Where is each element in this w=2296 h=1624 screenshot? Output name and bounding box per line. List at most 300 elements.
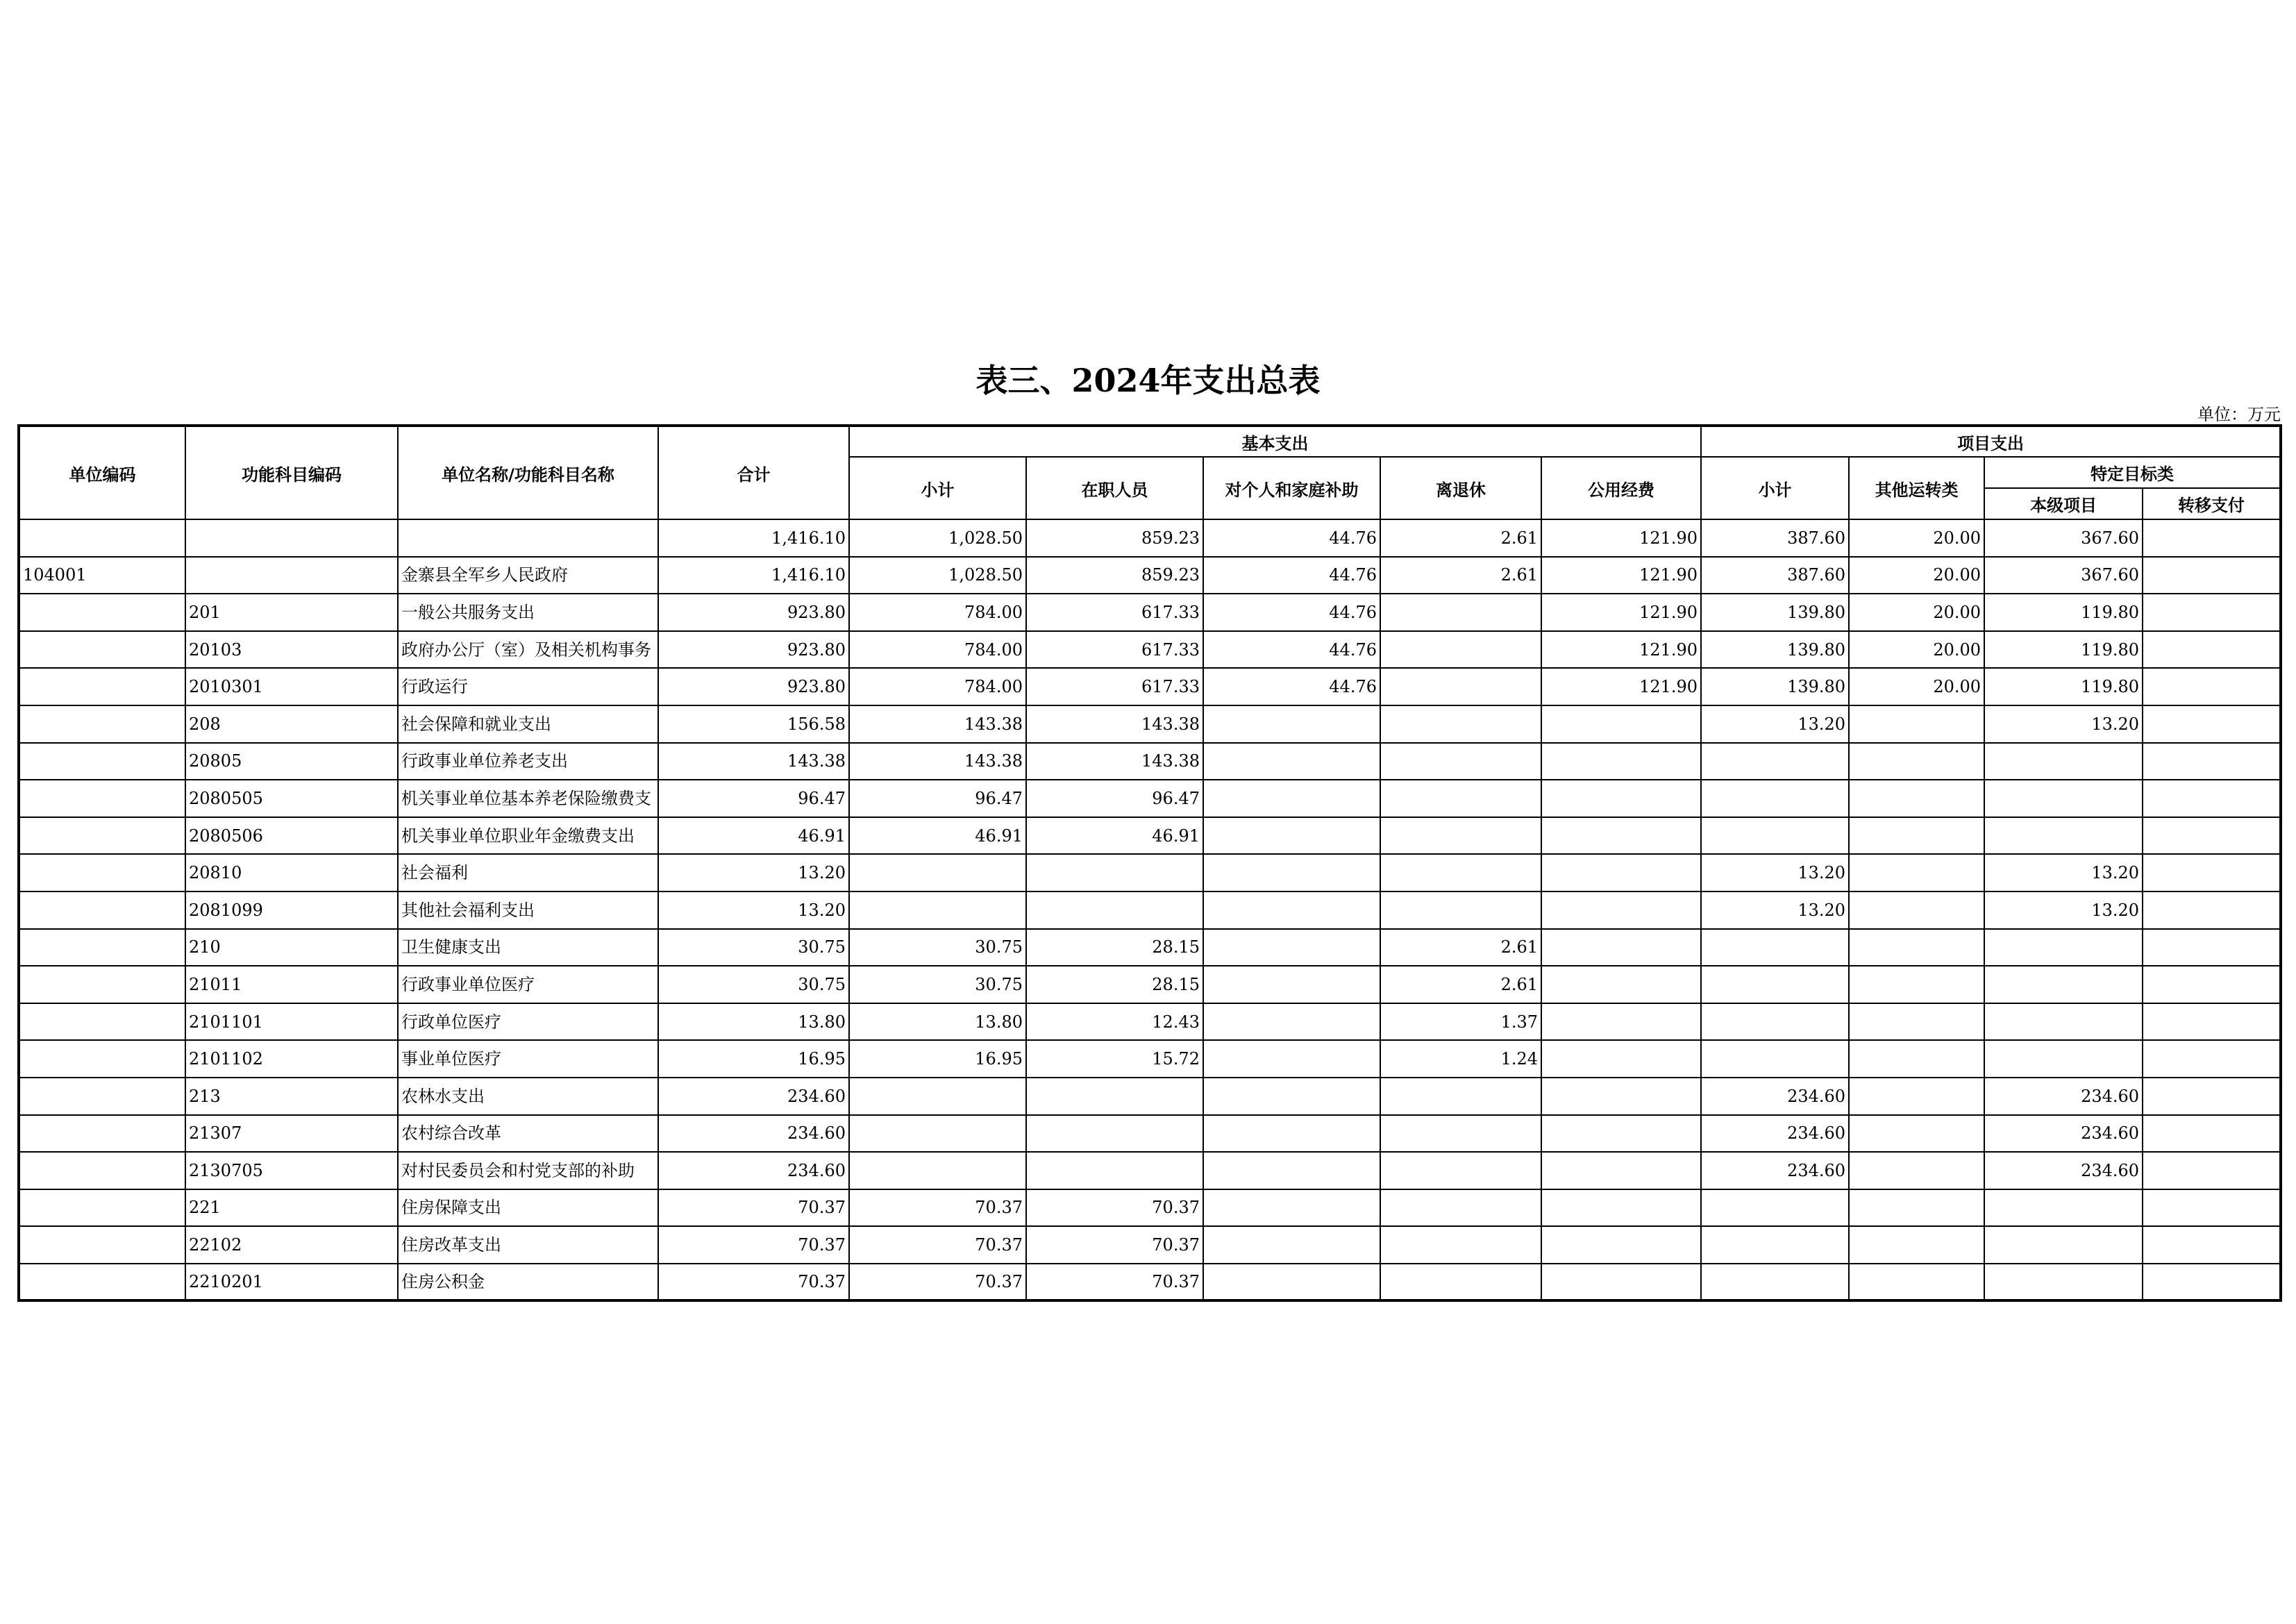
cell-personal-subsidy — [1203, 1078, 1380, 1115]
cell-retired — [1380, 668, 1541, 705]
cell-unit-code — [19, 743, 185, 780]
cell-total: 156.58 — [658, 705, 849, 743]
table-row — [19, 1115, 2281, 1153]
cell-transfer-payment — [2143, 557, 2281, 594]
cell-personal-subsidy — [1203, 1115, 1380, 1153]
cell-public-funds — [1541, 780, 1701, 817]
cell-public-funds — [1541, 1115, 1701, 1153]
cell-staff: 143.38 — [1026, 743, 1203, 780]
cell-total: 1,416.10 — [658, 557, 849, 594]
cell-project-subtotal — [1701, 780, 1849, 817]
cell-basic-subtotal: 784.00 — [849, 631, 1026, 669]
cell-public-funds — [1541, 929, 1701, 966]
cell-retired — [1380, 594, 1541, 631]
cell-transfer-payment — [2143, 1003, 2281, 1041]
cell-name: 卫生健康支出 — [398, 929, 658, 966]
cell-basic-subtotal: 143.38 — [849, 743, 1026, 780]
cell-local-project: 13.20 — [1984, 891, 2143, 929]
cell-basic-subtotal: 30.75 — [849, 966, 1026, 1003]
cell-name: 住房公积金 — [398, 1264, 658, 1301]
cell-transfer-payment — [2143, 929, 2281, 966]
cell-retired: 2.61 — [1380, 557, 1541, 594]
cell-other-operating — [1849, 854, 1984, 891]
table-row — [19, 929, 2281, 966]
cell-local-project: 13.20 — [1984, 854, 2143, 891]
cell-personal-subsidy: 44.76 — [1203, 668, 1380, 705]
cell-local-project: 119.80 — [1984, 631, 2143, 669]
table-header — [19, 426, 2281, 519]
cell-staff — [1026, 1078, 1203, 1115]
table-row — [19, 780, 2281, 817]
cell-personal-subsidy: 44.76 — [1203, 594, 1380, 631]
cell-retired: 1.24 — [1380, 1040, 1541, 1078]
cell-transfer-payment — [2143, 1115, 2281, 1153]
cell-retired: 1.37 — [1380, 1003, 1541, 1041]
table-row — [19, 1040, 2281, 1078]
header-public-funds: 公用经费 — [1541, 457, 1701, 519]
cell-basic-subtotal: 143.38 — [849, 705, 1026, 743]
cell-name: 行政运行 — [398, 668, 658, 705]
cell-transfer-payment — [2143, 705, 2281, 743]
cell-unit-code — [19, 594, 185, 631]
cell-unit-code — [19, 1003, 185, 1041]
cell-public-funds — [1541, 1078, 1701, 1115]
table-row — [19, 631, 2281, 669]
header-transfer-payment: 转移支付 — [2143, 488, 2281, 519]
cell-personal-subsidy — [1203, 780, 1380, 817]
table-row — [19, 705, 2281, 743]
cell-public-funds — [1541, 1264, 1701, 1301]
cell-personal-subsidy — [1203, 1226, 1380, 1264]
header-staff: 在职人员 — [1026, 457, 1203, 519]
cell-project-subtotal — [1701, 817, 1849, 855]
cell-func-code: 2210201 — [185, 1264, 398, 1301]
cell-total: 923.80 — [658, 631, 849, 669]
cell-retired: 2.61 — [1380, 966, 1541, 1003]
cell-name: 住房改革支出 — [398, 1226, 658, 1264]
cell-unit-code — [19, 519, 185, 557]
header-project-subtotal: 小计 — [1701, 457, 1849, 519]
table-row — [19, 1152, 2281, 1189]
cell-basic-subtotal: 96.47 — [849, 780, 1026, 817]
cell-personal-subsidy — [1203, 1003, 1380, 1041]
cell-unit-code — [19, 1040, 185, 1078]
cell-personal-subsidy: 44.76 — [1203, 519, 1380, 557]
cell-func-code: 21011 — [185, 966, 398, 1003]
cell-basic-subtotal — [849, 1115, 1026, 1153]
table-row — [19, 966, 2281, 1003]
cell-public-funds — [1541, 891, 1701, 929]
cell-local-project — [1984, 929, 2143, 966]
cell-public-funds: 121.90 — [1541, 594, 1701, 631]
cell-local-project: 234.60 — [1984, 1078, 2143, 1115]
cell-total: 96.47 — [658, 780, 849, 817]
cell-unit-code — [19, 929, 185, 966]
cell-staff: 96.47 — [1026, 780, 1203, 817]
cell-project-subtotal: 234.60 — [1701, 1152, 1849, 1189]
cell-other-operating — [1849, 891, 1984, 929]
cell-project-subtotal: 234.60 — [1701, 1078, 1849, 1115]
cell-personal-subsidy — [1203, 1040, 1380, 1078]
cell-name: 机关事业单位职业年金缴费支出 — [398, 817, 658, 855]
cell-transfer-payment — [2143, 1264, 2281, 1301]
cell-name: 行政事业单位养老支出 — [398, 743, 658, 780]
cell-transfer-payment — [2143, 780, 2281, 817]
cell-retired — [1380, 891, 1541, 929]
cell-project-subtotal — [1701, 743, 1849, 780]
cell-retired — [1380, 1152, 1541, 1189]
table-row — [19, 519, 2281, 557]
cell-personal-subsidy — [1203, 1264, 1380, 1301]
cell-unit-code — [19, 854, 185, 891]
cell-public-funds — [1541, 1003, 1701, 1041]
table-row — [19, 594, 2281, 631]
cell-other-operating — [1849, 1040, 1984, 1078]
cell-public-funds: 121.90 — [1541, 557, 1701, 594]
cell-unit-code — [19, 631, 185, 669]
cell-personal-subsidy — [1203, 929, 1380, 966]
cell-retired — [1380, 631, 1541, 669]
table-row — [19, 743, 2281, 780]
cell-basic-subtotal — [849, 1078, 1026, 1115]
cell-project-subtotal — [1701, 966, 1849, 1003]
cell-project-subtotal — [1701, 1040, 1849, 1078]
header-basic: 基本支出 — [849, 426, 1701, 457]
cell-project-subtotal — [1701, 929, 1849, 966]
cell-unit-code — [19, 668, 185, 705]
cell-name: 行政单位医疗 — [398, 1003, 658, 1041]
cell-personal-subsidy — [1203, 854, 1380, 891]
cell-public-funds — [1541, 705, 1701, 743]
cell-transfer-payment — [2143, 743, 2281, 780]
cell-local-project: 119.80 — [1984, 668, 2143, 705]
cell-local-project: 367.60 — [1984, 519, 2143, 557]
cell-basic-subtotal: 784.00 — [849, 668, 1026, 705]
header-basic-subtotal: 小计 — [849, 457, 1026, 519]
cell-local-project — [1984, 1189, 2143, 1227]
cell-transfer-payment — [2143, 891, 2281, 929]
cell-func-code: 2081099 — [185, 891, 398, 929]
cell-transfer-payment — [2143, 1040, 2281, 1078]
cell-total: 70.37 — [658, 1189, 849, 1227]
cell-other-operating — [1849, 1189, 1984, 1227]
cell-transfer-payment — [2143, 1152, 2281, 1189]
cell-transfer-payment — [2143, 1189, 2281, 1227]
cell-staff: 143.38 — [1026, 705, 1203, 743]
header-func-code: 功能科目编码 — [185, 426, 398, 519]
cell-func-code: 208 — [185, 705, 398, 743]
cell-local-project — [1984, 743, 2143, 780]
cell-staff: 70.37 — [1026, 1189, 1203, 1227]
table-row — [19, 817, 2281, 855]
cell-other-operating: 20.00 — [1849, 519, 1984, 557]
cell-project-subtotal — [1701, 1264, 1849, 1301]
cell-func-code: 2010301 — [185, 668, 398, 705]
table-row — [19, 891, 2281, 929]
cell-func-code: 2080506 — [185, 817, 398, 855]
cell-func-code: 22102 — [185, 1226, 398, 1264]
unit-label: 单位：万元 — [2197, 405, 2281, 424]
cell-public-funds — [1541, 1226, 1701, 1264]
cell-other-operating — [1849, 966, 1984, 1003]
table-row — [19, 1003, 2281, 1041]
cell-name: 农村综合改革 — [398, 1115, 658, 1153]
cell-name: 社会福利 — [398, 854, 658, 891]
cell-total: 234.60 — [658, 1115, 849, 1153]
cell-basic-subtotal — [849, 1152, 1026, 1189]
cell-other-operating — [1849, 1115, 1984, 1153]
cell-public-funds — [1541, 966, 1701, 1003]
cell-func-code: 2101101 — [185, 1003, 398, 1041]
cell-unit-code: 104001 — [19, 557, 185, 594]
cell-total: 13.80 — [658, 1003, 849, 1041]
cell-func-code: 213 — [185, 1078, 398, 1115]
cell-transfer-payment — [2143, 966, 2281, 1003]
cell-retired — [1380, 1226, 1541, 1264]
cell-staff: 28.15 — [1026, 966, 1203, 1003]
cell-basic-subtotal: 70.37 — [849, 1264, 1026, 1301]
cell-local-project: 367.60 — [1984, 557, 2143, 594]
cell-other-operating — [1849, 1264, 1984, 1301]
cell-staff — [1026, 891, 1203, 929]
cell-local-project — [1984, 966, 2143, 1003]
expenditure-table — [17, 424, 2282, 1302]
cell-unit-code — [19, 705, 185, 743]
cell-transfer-payment — [2143, 519, 2281, 557]
cell-project-subtotal: 139.80 — [1701, 631, 1849, 669]
cell-other-operating: 20.00 — [1849, 594, 1984, 631]
cell-name: 对村民委员会和村党支部的补助 — [398, 1152, 658, 1189]
cell-func-code: 20805 — [185, 743, 398, 780]
cell-retired — [1380, 705, 1541, 743]
cell-retired — [1380, 780, 1541, 817]
cell-public-funds: 121.90 — [1541, 519, 1701, 557]
cell-other-operating: 20.00 — [1849, 631, 1984, 669]
cell-unit-code — [19, 1078, 185, 1115]
cell-basic-subtotal: 1,028.50 — [849, 557, 1026, 594]
header-retired: 离退休 — [1380, 457, 1541, 519]
cell-func-code — [185, 519, 398, 557]
cell-project-subtotal — [1701, 1189, 1849, 1227]
table-row — [19, 1226, 2281, 1264]
cell-transfer-payment — [2143, 631, 2281, 669]
cell-total: 30.75 — [658, 929, 849, 966]
cell-basic-subtotal: 46.91 — [849, 817, 1026, 855]
cell-project-subtotal — [1701, 1003, 1849, 1041]
cell-total: 234.60 — [658, 1078, 849, 1115]
cell-unit-code — [19, 780, 185, 817]
cell-staff: 617.33 — [1026, 668, 1203, 705]
cell-total: 13.20 — [658, 854, 849, 891]
cell-unit-code — [19, 966, 185, 1003]
cell-other-operating — [1849, 743, 1984, 780]
cell-public-funds — [1541, 743, 1701, 780]
cell-total: 923.80 — [658, 594, 849, 631]
cell-project-subtotal: 387.60 — [1701, 519, 1849, 557]
cell-basic-subtotal: 70.37 — [849, 1189, 1026, 1227]
header-project: 项目支出 — [1701, 426, 2281, 457]
cell-func-code: 2080505 — [185, 780, 398, 817]
cell-staff: 70.37 — [1026, 1226, 1203, 1264]
cell-public-funds — [1541, 854, 1701, 891]
cell-personal-subsidy — [1203, 891, 1380, 929]
cell-public-funds: 121.90 — [1541, 668, 1701, 705]
table-row — [19, 557, 2281, 594]
cell-public-funds — [1541, 817, 1701, 855]
cell-personal-subsidy — [1203, 1189, 1380, 1227]
header-personal-subsidy: 对个人和家庭补助 — [1203, 457, 1380, 519]
cell-unit-code — [19, 1264, 185, 1301]
cell-transfer-payment — [2143, 1078, 2281, 1115]
cell-local-project: 234.60 — [1984, 1115, 2143, 1153]
cell-project-subtotal: 234.60 — [1701, 1115, 1849, 1153]
cell-staff: 28.15 — [1026, 929, 1203, 966]
cell-retired — [1380, 743, 1541, 780]
cell-retired — [1380, 817, 1541, 855]
cell-total: 13.20 — [658, 891, 849, 929]
cell-name: 行政事业单位医疗 — [398, 966, 658, 1003]
cell-total: 30.75 — [658, 966, 849, 1003]
cell-other-operating: 20.00 — [1849, 557, 1984, 594]
header-local-project: 本级项目 — [1984, 488, 2143, 519]
cell-public-funds — [1541, 1040, 1701, 1078]
cell-local-project — [1984, 1226, 2143, 1264]
cell-local-project: 234.60 — [1984, 1152, 2143, 1189]
cell-project-subtotal: 139.80 — [1701, 668, 1849, 705]
cell-func-code: 210 — [185, 929, 398, 966]
cell-basic-subtotal: 70.37 — [849, 1226, 1026, 1264]
cell-total: 46.91 — [658, 817, 849, 855]
cell-total: 70.37 — [658, 1226, 849, 1264]
cell-local-project: 119.80 — [1984, 594, 2143, 631]
cell-name — [398, 519, 658, 557]
cell-basic-subtotal: 16.95 — [849, 1040, 1026, 1078]
header-name: 单位名称/功能科目名称 — [398, 426, 658, 519]
cell-project-subtotal: 13.20 — [1701, 891, 1849, 929]
cell-transfer-payment — [2143, 817, 2281, 855]
cell-personal-subsidy: 44.76 — [1203, 631, 1380, 669]
cell-total: 1,416.10 — [658, 519, 849, 557]
cell-staff: 859.23 — [1026, 557, 1203, 594]
cell-name: 政府办公厅（室）及相关机构事务 — [398, 631, 658, 669]
cell-project-subtotal — [1701, 1226, 1849, 1264]
cell-basic-subtotal — [849, 891, 1026, 929]
cell-project-subtotal: 387.60 — [1701, 557, 1849, 594]
cell-func-code: 2130705 — [185, 1152, 398, 1189]
cell-local-project — [1984, 1003, 2143, 1041]
cell-unit-code — [19, 817, 185, 855]
cell-personal-subsidy — [1203, 743, 1380, 780]
cell-func-code: 20810 — [185, 854, 398, 891]
cell-personal-subsidy — [1203, 966, 1380, 1003]
cell-staff: 15.72 — [1026, 1040, 1203, 1078]
cell-func-code: 201 — [185, 594, 398, 631]
table-row — [19, 1189, 2281, 1227]
cell-personal-subsidy: 44.76 — [1203, 557, 1380, 594]
cell-unit-code — [19, 891, 185, 929]
cell-basic-subtotal: 13.80 — [849, 1003, 1026, 1041]
cell-total: 234.60 — [658, 1152, 849, 1189]
header-other-operating: 其他运转类 — [1849, 457, 1984, 519]
cell-staff: 12.43 — [1026, 1003, 1203, 1041]
cell-retired: 2.61 — [1380, 519, 1541, 557]
cell-staff — [1026, 854, 1203, 891]
cell-name: 住房保障支出 — [398, 1189, 658, 1227]
cell-staff: 70.37 — [1026, 1264, 1203, 1301]
cell-total: 16.95 — [658, 1040, 849, 1078]
cell-other-operating — [1849, 1003, 1984, 1041]
cell-staff: 617.33 — [1026, 594, 1203, 631]
cell-other-operating — [1849, 1226, 1984, 1264]
cell-project-subtotal: 139.80 — [1701, 594, 1849, 631]
cell-other-operating — [1849, 1078, 1984, 1115]
cell-name: 农林水支出 — [398, 1078, 658, 1115]
cell-personal-subsidy — [1203, 817, 1380, 855]
cell-retired — [1380, 1115, 1541, 1153]
header-unit-code: 单位编码 — [19, 426, 185, 519]
cell-project-subtotal: 13.20 — [1701, 854, 1849, 891]
cell-unit-code — [19, 1189, 185, 1227]
cell-func-code: 20103 — [185, 631, 398, 669]
cell-retired — [1380, 854, 1541, 891]
cell-unit-code — [19, 1226, 185, 1264]
header-total: 合计 — [658, 426, 849, 519]
cell-name: 机关事业单位基本养老保险缴费支 — [398, 780, 658, 817]
cell-func-code — [185, 557, 398, 594]
cell-staff: 859.23 — [1026, 519, 1203, 557]
cell-personal-subsidy — [1203, 705, 1380, 743]
table-row — [19, 1264, 2281, 1301]
cell-name: 金寨县全军乡人民政府 — [398, 557, 658, 594]
cell-local-project — [1984, 817, 2143, 855]
cell-staff — [1026, 1115, 1203, 1153]
cell-personal-subsidy — [1203, 1152, 1380, 1189]
table-row — [19, 854, 2281, 891]
cell-local-project — [1984, 1040, 2143, 1078]
cell-retired — [1380, 1189, 1541, 1227]
cell-local-project — [1984, 780, 2143, 817]
cell-name: 事业单位医疗 — [398, 1040, 658, 1078]
cell-public-funds: 121.90 — [1541, 631, 1701, 669]
cell-retired — [1380, 1078, 1541, 1115]
cell-transfer-payment — [2143, 854, 2281, 891]
cell-basic-subtotal: 784.00 — [849, 594, 1026, 631]
cell-retired — [1380, 1264, 1541, 1301]
cell-local-project — [1984, 1264, 2143, 1301]
cell-func-code: 21307 — [185, 1115, 398, 1153]
cell-transfer-payment — [2143, 594, 2281, 631]
cell-project-subtotal: 13.20 — [1701, 705, 1849, 743]
cell-staff: 617.33 — [1026, 631, 1203, 669]
cell-public-funds — [1541, 1189, 1701, 1227]
cell-other-operating: 20.00 — [1849, 668, 1984, 705]
cell-staff — [1026, 1152, 1203, 1189]
table-row — [19, 668, 2281, 705]
cell-name: 其他社会福利支出 — [398, 891, 658, 929]
cell-staff: 46.91 — [1026, 817, 1203, 855]
cell-other-operating — [1849, 780, 1984, 817]
table-body — [19, 519, 2281, 1300]
page-title: 表三、2024年支出总表 — [975, 362, 1321, 399]
cell-basic-subtotal: 30.75 — [849, 929, 1026, 966]
cell-basic-subtotal — [849, 854, 1026, 891]
cell-total: 923.80 — [658, 668, 849, 705]
cell-func-code: 221 — [185, 1189, 398, 1227]
cell-name: 一般公共服务支出 — [398, 594, 658, 631]
cell-other-operating — [1849, 705, 1984, 743]
cell-basic-subtotal: 1,028.50 — [849, 519, 1026, 557]
cell-unit-code — [19, 1115, 185, 1153]
